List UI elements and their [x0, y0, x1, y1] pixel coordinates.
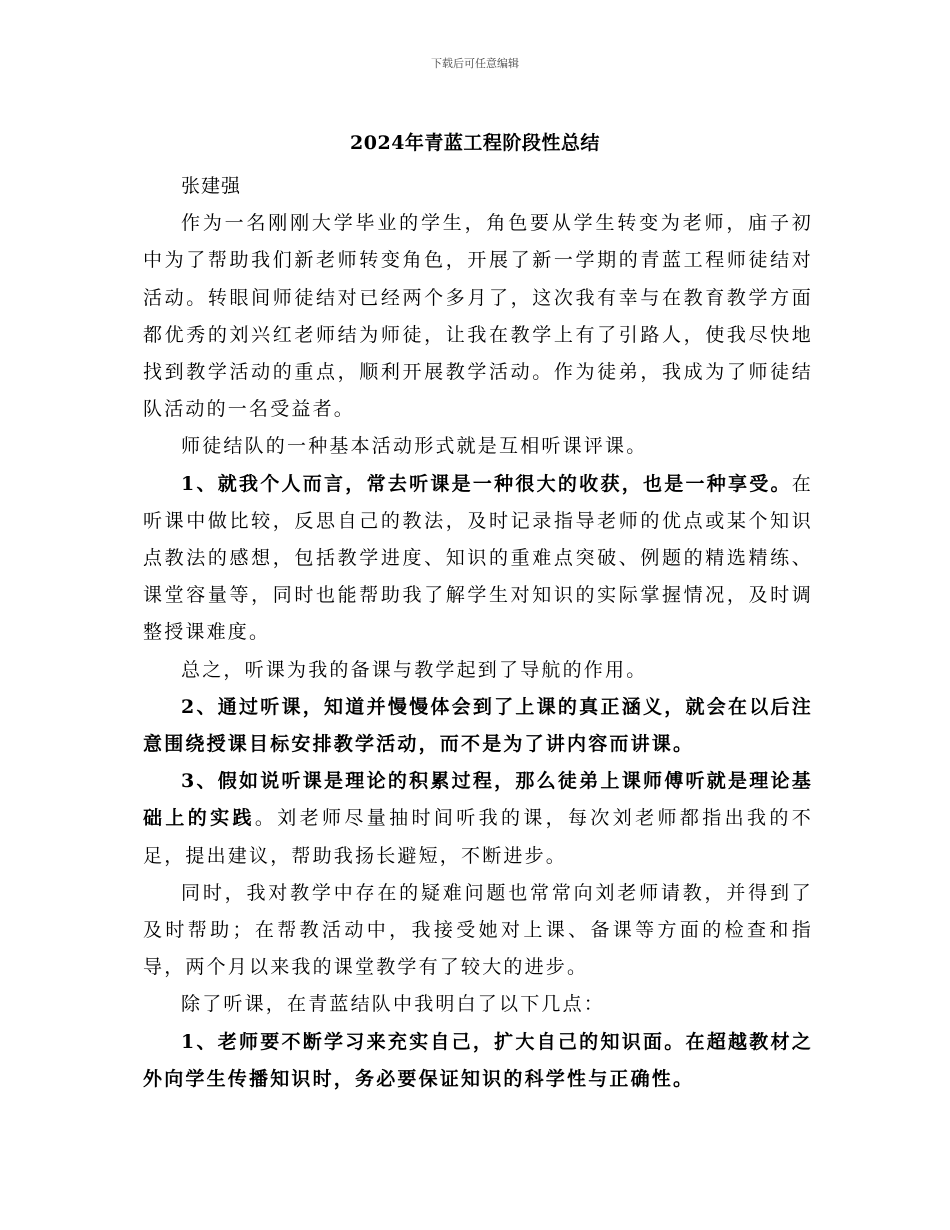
document-title: 2024年青蓝工程阶段性总结 — [350, 132, 600, 154]
paragraph-text: 总之，听课为我的备课与教学起到了导航的作用。 — [181, 658, 648, 681]
paragraph-text: 同时，我对教学中存在的疑难问题也常常向刘老师请教，并得到了及时帮助；在帮教活动中，我接受她对上课、备课等方面的检查和指导，两个月以来我的课堂教学有了较大的进步。 — [143, 881, 813, 979]
paragraph-bold-text: 2、通过听课，知道并慢慢体会到了上课的真正涵义，就会在以后注意围绕授课目标安排教学活动，而不是为了讲内容而讲课。 — [143, 695, 813, 756]
paragraph-text: 除了听课，在青蓝结队中我明白了以下几点： — [181, 993, 606, 1016]
paragraph-text: 。刘老师尽量抽时间听我的课，每次刘老师都指出我的不足，提出建议，帮助我扬长避短，不断进步。 — [143, 807, 813, 867]
paragraph-text: 师徒结队的一种基本活动形式就是互相听课评课。 — [181, 435, 648, 458]
paragraph-meanwhile — [143, 875, 813, 987]
paragraph-summary — [143, 652, 813, 689]
paragraph-besides — [143, 986, 813, 1023]
document-body — [143, 168, 813, 1098]
header-note: 下载后可任意编辑 — [431, 57, 519, 70]
paragraph-bold-text: 1、老师要不断学习来充实自己，扩大自己的知识面。在超越教材之外向学生传播知识时，务必要保证知识的科学性与正确性。 — [143, 1030, 813, 1090]
paragraph-bold-text: 3、假如说听课是理论的积累过程，那么徒弟上课师傅听就是理论基础上的实践 — [143, 770, 813, 830]
paragraph-text: 作为一名刚刚大学毕业的学生，角色要从学生转变为老师，庙子初中为了帮助我们新老师转变角色，开展了新一学期的青蓝工程师徒结对活动。转眼间师徒结对已经两个多月了，这次我有幸与在教育教学方面都优秀的刘兴红老师结为师徒，让我在教学上有了引路人，使我尽快地找到教学活动的重点，顺利开展教学活动。作为徒弟，我成为了师徒结队活动的一名受益者。 — [143, 212, 813, 421]
paragraph-lesson-1 — [143, 1024, 813, 1098]
paragraph-point-2 — [143, 689, 813, 763]
paragraph-point-3 — [143, 763, 813, 875]
paragraph-text: 在听课中做比较，反思自己的教法，及时记录指导老师的优点或某个知识点教法的感想，包括教学进度、知识的重难点突破、例题的精选精练、课堂容量等，同时也能帮助我了解学生对知识的实际掌握情况，及时调整授课难度。 — [143, 472, 813, 644]
paragraph-point-1 — [143, 466, 813, 652]
paragraph-intro — [143, 205, 813, 428]
paragraph-listening — [143, 428, 813, 465]
author-name: 张建强 — [181, 175, 242, 197]
paragraph-bold-text: 1、就我个人而言，常去听课是一种很大的收获，也是一种享受。 — [181, 472, 792, 495]
